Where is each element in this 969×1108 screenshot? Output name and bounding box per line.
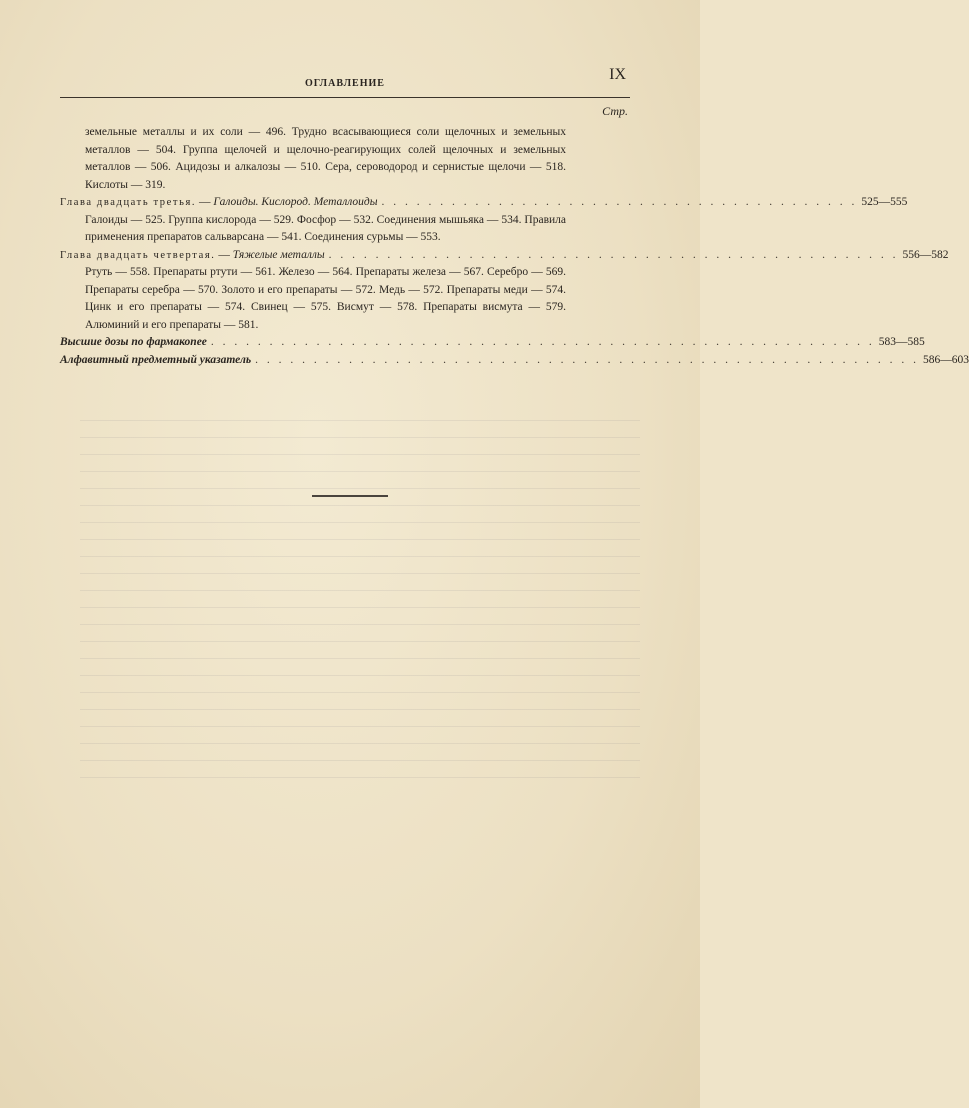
section-title: Алфавитный предметный указатель	[60, 353, 252, 366]
dot-leader: . . . . . . . . . . . . . . . . . . . . . . . . . . . . . . . . . . . . . . . . . . . . . . . . . . . . . . . . .	[210, 336, 875, 348]
chapter-pages: 556—582	[902, 248, 949, 261]
chapter-subentries: Ртуть — 558. Препараты ртути — 561. Железо — 564. Препараты железа — 567. Серебро — 569. Препараты серебра — 570. Золото и его препараты — 572. Медь — 572. Препараты меди — 574. Цинк и его препараты — 574. Свинец — 575. Висмут — 578. Препараты висмута — 579. Алюминий и его препараты — 581.	[85, 266, 566, 331]
page-column-label: Стр.	[602, 104, 628, 118]
dot-leader: . . . . . . . . . . . . . . . . . . . . . . . . . . . . . . . . . . . . . . . . . . . . . . . . .	[328, 248, 899, 261]
toc-chapter-24	[60, 247, 949, 335]
section-pages: 583—585	[878, 336, 925, 348]
toc-chapter-heading: Глава двадцать четвертая. — Тяжелые металлы . . . . . . . . . . . . . . . . . . . . . . . . . . . . . . . . . . . . . . . . . . . . . . . . . 556—582	[60, 247, 628, 265]
header-rule	[60, 97, 630, 98]
running-head: ОГЛАВЛЕНИЕ	[305, 78, 385, 89]
toc-section-doses	[60, 334, 925, 352]
chapter-label: Глава двадцать четвертая.	[60, 249, 216, 261]
chapter-pages: 525—555	[861, 196, 908, 208]
toc-chapter-heading: Глава двадцать третья. — Галоиды. Кислород. Металлоиды . . . . . . . . . . . . . . . . . . . . . . . . . . . . . . . . . . . . . . . . . 525—555	[60, 194, 628, 212]
page-number: IX	[609, 66, 626, 83]
section-title: Высшие дозы по фармакопее	[60, 336, 207, 348]
toc-section-index	[60, 352, 969, 370]
chapter-title: Тяжелые металлы	[232, 248, 325, 261]
toc-section-line	[60, 334, 925, 352]
dot-leader: . . . . . . . . . . . . . . . . . . . . . . . . . . . . . . . . . . . . . . . . .	[381, 196, 858, 208]
page-header	[60, 66, 630, 90]
toc-continuation-text: земельные металлы и их соли — 496. Трудно всасывающиеся соли щелочных и земельных металлов — 504. Группа щелочей и щелочно-реагирующих солей щелочных и земельных металлов — 506. Ацидозы и алкалозы — 510. Сера, сероводород и сернистые щелочи — 518. Кислоты — 319.	[85, 126, 566, 191]
toc-section-line	[60, 352, 969, 370]
chapter-label: Глава двадцать третья.	[60, 197, 197, 208]
chapter-title: Галоиды. Кислород. Металлоиды	[213, 196, 378, 208]
section-pages: 586—603	[923, 353, 969, 366]
chapter-subentries: Галоиды — 525. Группа кислорода — 529. Фосфор — 532. Соединения мышьяка — 534. Правила применения препаратов сальварсана — 541. Соединения сурьмы — 553.	[85, 213, 566, 243]
show-through-texture	[80, 420, 640, 780]
toc-chapter-23	[60, 194, 908, 247]
dot-leader: . . . . . . . . . . . . . . . . . . . . . . . . . . . . . . . . . . . . . . . . . . . . . . . . . . . . . . . . .	[255, 353, 920, 366]
table-of-contents	[60, 124, 969, 369]
